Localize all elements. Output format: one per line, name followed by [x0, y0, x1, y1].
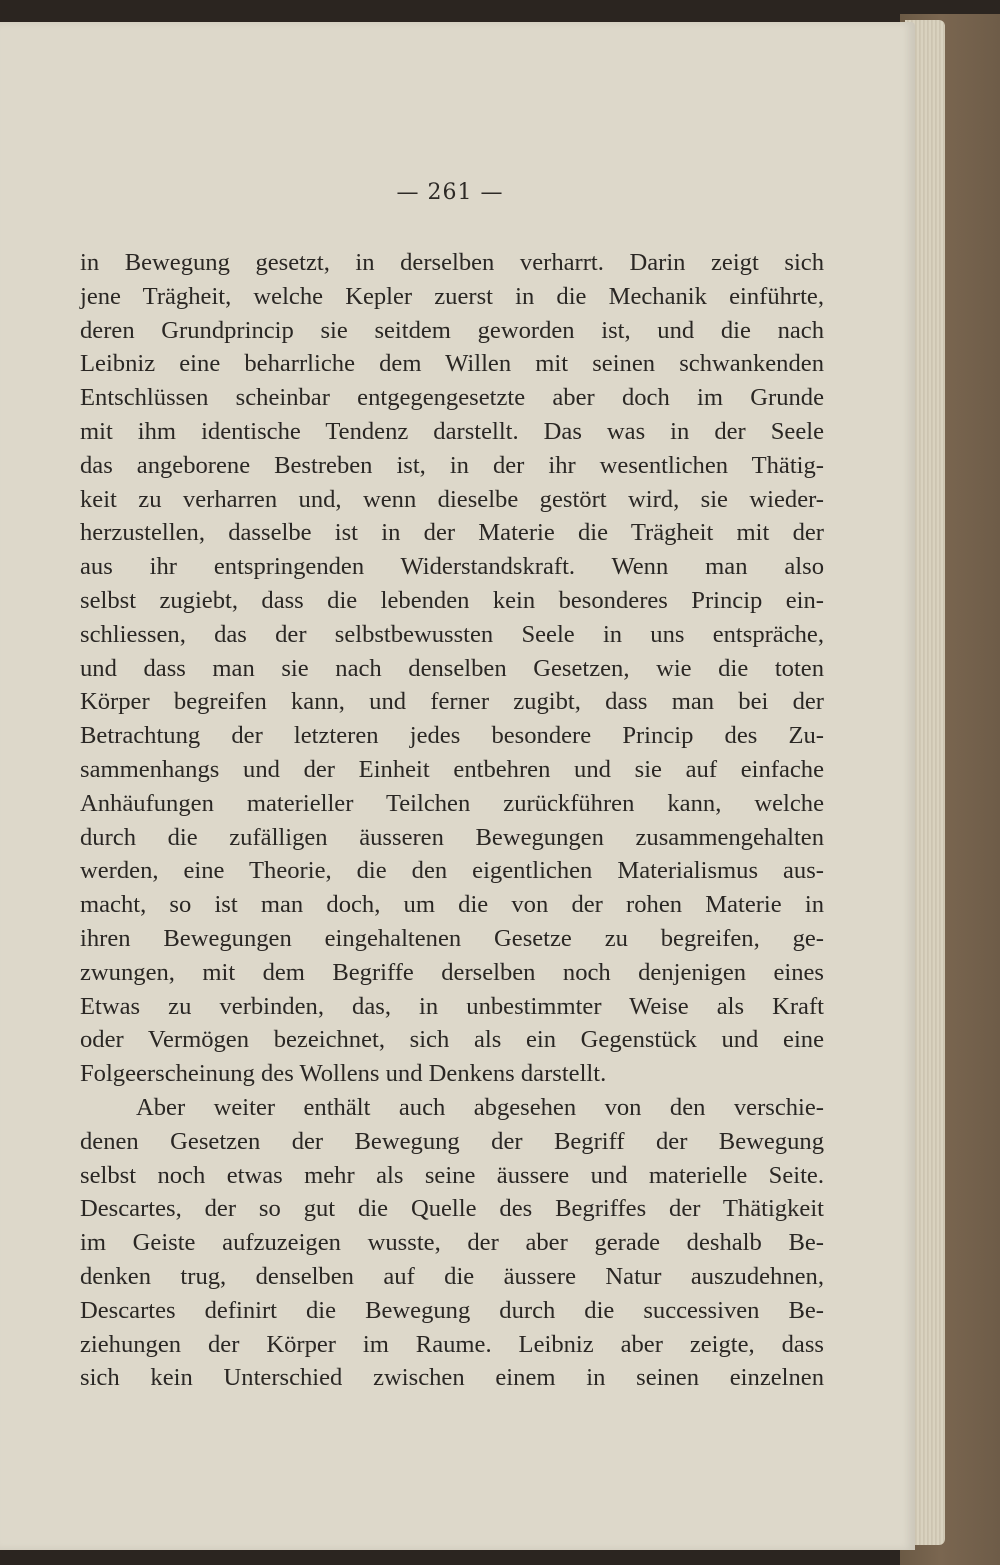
text-line: Körper begreifen kann, und ferner zugibt, dass man bei der — [80, 688, 824, 716]
text-line: das angeborene Bestreben ist, in der ihr wesentlichen Thätig- — [80, 451, 824, 479]
text-line: Leibniz eine beharrliche dem Willen mit seinen schwankenden — [80, 350, 824, 378]
paragraph-1 — [80, 246, 824, 1091]
text-line: und dass man sie nach denselben Gesetzen, wie die toten — [80, 654, 824, 682]
text-line: ihren Bewegungen eingehaltenen Gesetze zu begreifen, ge- — [80, 924, 824, 952]
text-line: durch die zufälligen äusseren Bewegungen zusammengehalten — [80, 823, 824, 851]
text-line: Etwas zu verbinden, das, in unbestimmter Weise als Kraft — [80, 992, 824, 1020]
text-line: oder Vermögen bezeichnet, sich als ein Gegenstück und eine — [80, 1026, 824, 1054]
text-line: deren Grundprincip sie seitdem geworden ist, und die nach — [80, 316, 824, 344]
text-line: jene Trägheit, welche Kepler zuerst in die Mechanik einführte, — [80, 282, 824, 310]
text-line: ziehungen der Körper im Raume. Leibniz aber zeigte, dass — [80, 1330, 824, 1358]
text-line: werden, eine Theorie, die den eigentlichen Materialismus aus- — [80, 857, 824, 885]
text-line: selbst zugiebt, dass die lebenden kein besonderes Princip ein- — [80, 586, 824, 614]
text-line: im Geiste aufzuzeigen wusste, der aber gerade deshalb Be- — [80, 1229, 824, 1257]
body-text — [80, 246, 824, 1395]
text-line: Anhäufungen materieller Teilchen zurückführen kann, welche — [80, 789, 824, 817]
text-line: Descartes, der so gut die Quelle des Begriffes der Thätigkeit — [80, 1195, 824, 1223]
page-number: — 261 — — [396, 180, 504, 205]
text-line: keit zu verharren und, wenn dieselbe gestört wird, sie wieder- — [80, 485, 824, 513]
text-line: Descartes definirt die Bewegung durch die successiven Be- — [80, 1296, 824, 1324]
text-line: macht, so ist man doch, um die von der rohen Materie in — [80, 891, 824, 919]
text-line: denen Gesetzen der Bewegung der Begriff der Bewegung — [80, 1127, 824, 1155]
text-line: Aber weiter enthält auch abgesehen von den verschie- — [136, 1093, 824, 1121]
text-line: sich kein Unterschied zwischen einem in seinen einzelnen — [80, 1364, 824, 1392]
text-line: denken trug, denselben auf die äussere Natur auszudehnen, — [80, 1262, 824, 1290]
text-line: Folgeerscheinung des Wollens und Denkens darstellt. — [80, 1060, 607, 1088]
text-line: aus ihr entspringenden Widerstandskraft. Wenn man also — [80, 553, 824, 581]
text-line: mit ihm identische Tendenz darstellt. Das was in der Seele — [80, 417, 824, 445]
paragraph-2 — [80, 1091, 824, 1395]
text-line: in Bewegung gesetzt, in derselben verharrt. Darin zeigt sich — [80, 249, 824, 276]
text-line: zwungen, mit dem Begriffe derselben noch denjenigen eines — [80, 958, 824, 986]
text-line: selbst noch etwas mehr als seine äussere und materielle Seite. — [80, 1161, 824, 1189]
book-page — [0, 22, 915, 1550]
text-line: sammenhangs und der Einheit entbehren und sie auf einfache — [80, 755, 824, 783]
text-line: Betrachtung der letzteren jedes besondere Princip des Zu- — [80, 722, 824, 750]
text-line: herzustellen, dasselbe ist in der Materie die Trägheit mit der — [80, 519, 824, 547]
text-line: Entschlüssen scheinbar entgegengesetzte aber doch im Grunde — [80, 384, 824, 412]
text-line: schliessen, das der selbstbewussten Seele in uns entspräche, — [80, 620, 824, 648]
